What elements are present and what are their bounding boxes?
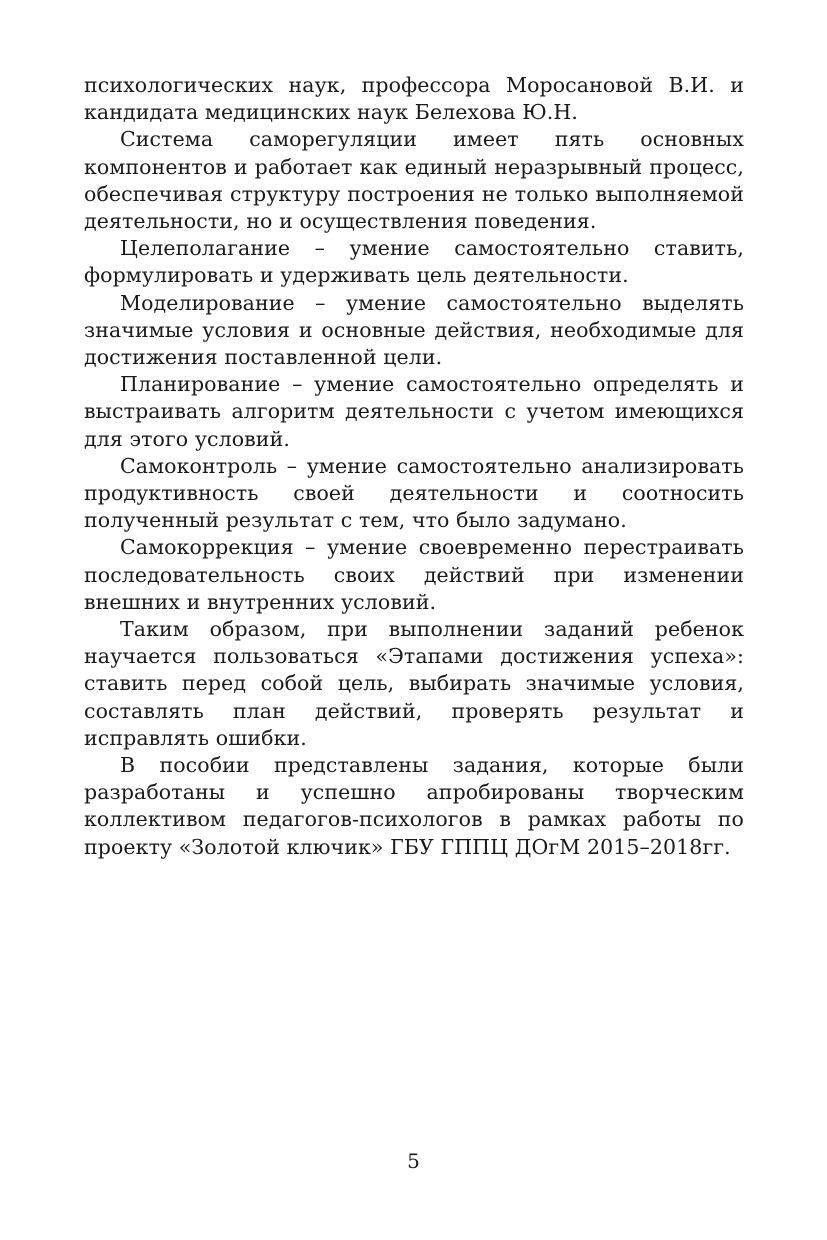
page-body (84, 72, 744, 861)
paragraph-goal-setting: Целеполагание – умение самостоятельно ставить, формулировать и удерживать цель деятельности. (84, 236, 744, 288)
paragraph-planning: Планирование – умение самостоятельно определять и выстраивать алгоритм деятельности с учетом имеющихся для этого условий. (84, 372, 744, 451)
paragraph-conclusion: Таким образом, при выполнении заданий ребенок научается пользоваться «Этапами достижения успеха»: ставить перед собой цель, выбирать значимые условия, составлять план действий, проверять результат и исправлять ошибки. (84, 617, 744, 750)
paragraph-modeling: Моделирование – умение самостоятельно выделять значимые условия и основные действия, необходимые для достижения поставленной цели. (84, 290, 744, 370)
paragraph-continuation: психологических наук, профессора Моросановой В.И. и кандидата медицинских наук Белехова Ю.Н. (84, 73, 744, 125)
paragraph-self-regulation-system: Система саморегуляции имеет пять основных компонентов и работает как единый неразрывный процесс, обеспечивая структуру построения не только выполняемой деятельности, но и осуществления поведения. (84, 127, 744, 234)
paragraph-project-credits: В пособии представлены задания, которые были разработаны и успешно апробированы творческим коллективом педагогов-психологов в рамках работы по проекту «Золотой ключик» ГБУ ГППЦ ДОгМ 2015–2018гг. (84, 753, 744, 859)
paragraph-self-correction: Самокоррекция – умение своевременно перестраивать последовательность своих действий при изменении внешних и внутренних условий. (84, 535, 744, 614)
paragraph-self-control: Самоконтроль – умение самостоятельно анализировать продуктивность своей деятельности и соотносить полученный результат с тем, что было задумано. (84, 453, 744, 533)
page-number: 5 (407, 1149, 420, 1173)
